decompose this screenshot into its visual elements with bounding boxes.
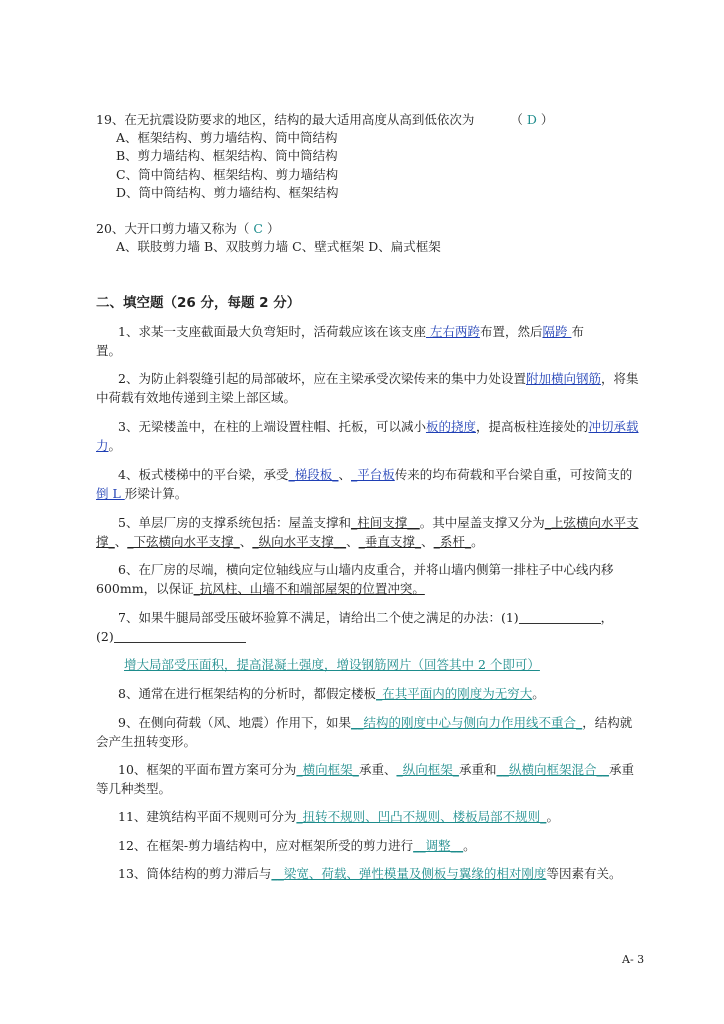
- q20-stem: 20、大开口剪力墙又称为（ C ）: [96, 221, 280, 236]
- fill-3-answer-2b: 力: [96, 438, 109, 453]
- fill-1-line-2: 置。: [96, 343, 122, 358]
- fill-7-blank-2: [114, 630, 246, 643]
- fill-9-line-2: 会产生扭转变形。: [96, 734, 197, 749]
- fill-9-answer: __结构的刚度中心与侧向力作用线不重合_: [350, 715, 583, 730]
- fill-10-answer-1: _横向框架_: [296, 762, 359, 777]
- fill-6-answer: _抗风柱、山墙不和端部屋架的位置冲突。: [193, 581, 425, 596]
- fill-8-line-1: 8、通常在进行框架结构的分析时，都假定楼板_在其平面内的刚度为无穷大。: [118, 686, 545, 701]
- fill-3-line-1: 3、无梁楼盖中，在柱的上端设置柱帽、托板，可以减小板的挠度，提高板柱连接处的冲切承载: [118, 419, 639, 434]
- fill-6-line-2: 600mm，以保证_抗风柱、山墙不和端部屋架的位置冲突。: [96, 581, 425, 596]
- fill-4-answer-3: 倒 L: [96, 486, 125, 501]
- fill-5-line-1: 5、单层厂房的支撑系统包括：屋盖支撑和_柱间支撑__。其中屋盖支撑又分为_上弦横向水平支: [118, 515, 639, 530]
- fill-8-answer: _在其平面内的刚度为无穷大: [375, 686, 533, 701]
- fill-11-answer: _扭转不规则、凹凸不规则、楼板局部不规则_: [296, 809, 547, 824]
- fill-5-answer-2a: _上弦横向水平支: [544, 515, 639, 530]
- fill-6-line-1: 6、在厂房的尽端，横向定位轴线应与山墙内皮重合，并将山墙内侧第一排柱子中心线内移: [118, 562, 614, 577]
- fill-2-line-2: 中荷载有效地传递到主梁上部区域。: [96, 390, 297, 405]
- fill-5-answer-4: _纵向水平支撑__: [252, 534, 347, 549]
- fill-4-line-2: 倒 L 形梁计算。: [96, 486, 188, 501]
- q19-answer: D: [526, 112, 537, 127]
- fill-10-line-2: 等几种类型。: [96, 781, 172, 796]
- fill-7-blank-1: [519, 611, 601, 624]
- fill-12-line-1: 12、在框架-剪力墙结构中，应对框架所受的剪力进行__调整__。: [118, 838, 476, 853]
- fill-1-answer-1: 左右两跨: [425, 324, 480, 339]
- fill-10-answer-3: __纵横向框架混合__: [496, 762, 609, 777]
- fill-3-line-2: 力。: [96, 438, 122, 453]
- fill-10-line-1: 10、框架的平面布置方案可分为_横向框架_承重、_纵向框架_承重和__纵横向框架混合__承重: [118, 762, 635, 777]
- fill-11-line-1: 11、建筑结构平面不规则可分为_扭转不规则、凹凸不规则、楼板局部不规则_。: [118, 809, 559, 824]
- fill-10-answer-2: _纵向框架_: [396, 762, 459, 777]
- fill-5-answer-6: _系杆_: [433, 534, 472, 549]
- fill-5-answer-3: _下弦横向水平支撑_: [127, 534, 240, 549]
- q20-answer: C: [253, 221, 263, 236]
- fill-12-answer: __调整__: [413, 838, 464, 853]
- section-title: 二、填空题（26 分，每题 2 分）: [96, 295, 301, 311]
- fill-2-line-1: 2、为防止斜裂缝引起的局部破坏，应在主梁承受次梁传来的集中力处设置附加横向钢筋，将集: [118, 371, 639, 386]
- fill-7-line-2: (2): [96, 628, 246, 646]
- fill-2-answer: 附加横向钢筋: [525, 371, 601, 386]
- q19-option-a: A、框架结构、剪力墙结构、筒中筒结构: [116, 130, 338, 145]
- fill-5-answer-1: _柱间支撑__: [350, 515, 420, 530]
- fill-3-answer-2a: 冲切承载: [588, 419, 639, 434]
- fill-5-line-2: 撑_、_下弦横向水平支撑_、_纵向水平支撑__、_垂直支撑_、_系杆_。: [96, 534, 484, 549]
- fill-5-answer-5: _垂直支撑_: [358, 534, 422, 549]
- fill-9-line-1: 9、在侧向荷载（风、地震）作用下，如果__结构的刚度中心与侧向力作用线不重合_，结构就: [118, 715, 633, 730]
- q19-stem-text: 19、在无抗震设防要求的地区，结构的最大适用高度从高到低依次为: [96, 112, 475, 127]
- fill-1-answer-2: 隔跨: [542, 324, 572, 339]
- fill-13-line-1: 13、筒体结构的剪力滞后与__梁宽、荷载、弹性模量及侧板与翼缘的相对刚度等因素有关。: [118, 866, 622, 881]
- fill-13-answer: __梁宽、荷载、弹性模量及侧板与翼缘的相对刚度: [271, 866, 547, 881]
- q19-option-c: C、筒中筒结构、框架结构、剪力墙结构: [116, 167, 339, 182]
- fill-4-answer-2: _平台板: [351, 467, 395, 482]
- q19-stem: 19、在无抗震设防要求的地区，结构的最大适用高度从高到低依次为 （ D ）: [96, 112, 554, 127]
- fill-5-answer-2b: 撑_: [96, 534, 115, 549]
- page-number: A- 3: [622, 953, 645, 966]
- fill-3-answer-1: 板的挠度: [425, 419, 476, 434]
- fill-1-line-1: 1、求某一支座截面最大负弯矩时，活荷载应该在该支座 左右两跨布置，然后隔跨 布: [118, 324, 584, 339]
- q19-option-d: D、筒中筒结构、剪力墙结构、框架结构: [116, 185, 339, 200]
- fill-4-line-1: 4、板式楼梯中的平台梁，承受_梯段板_、_平台板传来的均布荷载和平台梁自重，可按简支的: [118, 467, 633, 482]
- fill-7-answer: 增大局部受压面积，提高混凝土强度，增设钢筋网片（回答其中 2 个即可）: [124, 657, 540, 672]
- q20-options: A、联肢剪力墙 B、双肢剪力墙 C、壁式框架 D、扁式框架: [116, 239, 441, 254]
- fill-4-answer-1: _梯段板_: [288, 467, 339, 482]
- q19-option-b: B、剪力墙结构、框架结构、筒中筒结构: [116, 148, 338, 163]
- fill-7-line-1: 7、如果牛腿局部受压破坏验算不满足，请给出二个使之满足的办法：(1) ，: [118, 610, 614, 625]
